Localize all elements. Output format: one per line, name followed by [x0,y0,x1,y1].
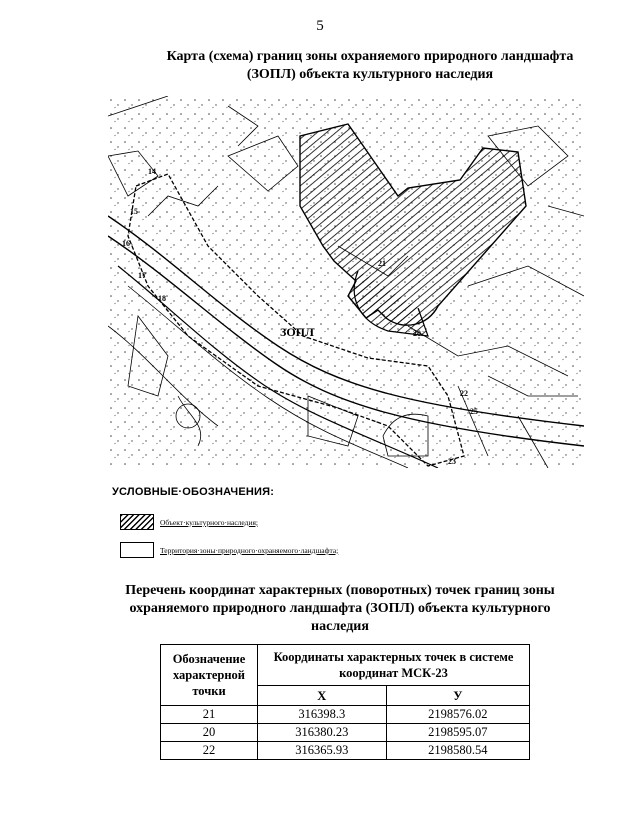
point-label: 18 [158,294,166,303]
cell-point: 21 [161,706,258,724]
cell-x: 316380.23 [258,724,387,742]
legend-label: Территория·зоны·природного·охраняемого·ландшафта; [160,545,339,555]
legend-item-zopl [120,541,338,559]
point-label: 22 [460,389,468,398]
cell-y: 2198576.02 [386,706,529,724]
cell-y: 2198595.07 [386,724,529,742]
point-label: 20 [413,329,421,338]
empty-swatch-icon [120,542,154,558]
table-row [161,742,530,760]
cell-y: 2198580.54 [386,742,529,760]
header-point: Обозначение характерной точки [161,645,258,706]
page-number: 5 [316,18,324,34]
point-label: 25 [470,407,478,416]
coordinates-list-title: Перечень координат характерных (поворотных) точек границ зоны охраняемого природного ландшафта (ЗОПЛ) объекта культурного наследия [125,583,555,634]
cell-x: 316398.3 [258,706,387,724]
point-label: 15 [130,207,138,216]
map-title: Карта (схема) границ зоны охраняемого природного ландшафта (ЗОПЛ) объекта культурного наследия [166,49,574,82]
point-label: 17 [138,271,146,280]
hatched-swatch-icon [120,514,154,530]
legend-label: Объект·культурного·наследия; [160,517,258,527]
header-x: Х [258,686,387,706]
point-label: 23 [448,457,456,466]
boundary-map [108,96,584,468]
header-y: У [386,686,529,706]
point-label: 14 [148,167,156,176]
legend-title: УСЛОВНЫЕ·ОБОЗНАЧЕНИЯ: [112,486,275,498]
point-label: 21 [378,259,386,268]
cell-x: 316365.93 [258,742,387,760]
table-row [161,724,530,742]
cell-point: 20 [161,724,258,742]
table-row [161,706,530,724]
legend-item-heritage [120,513,258,531]
point-label: 16 [122,239,130,248]
coordinates-table [160,644,530,760]
header-coords: Координаты характерных точек в системе координат МСК-23 [258,645,530,686]
zopl-label: ЗОПЛ [280,325,314,339]
cell-point: 22 [161,742,258,760]
